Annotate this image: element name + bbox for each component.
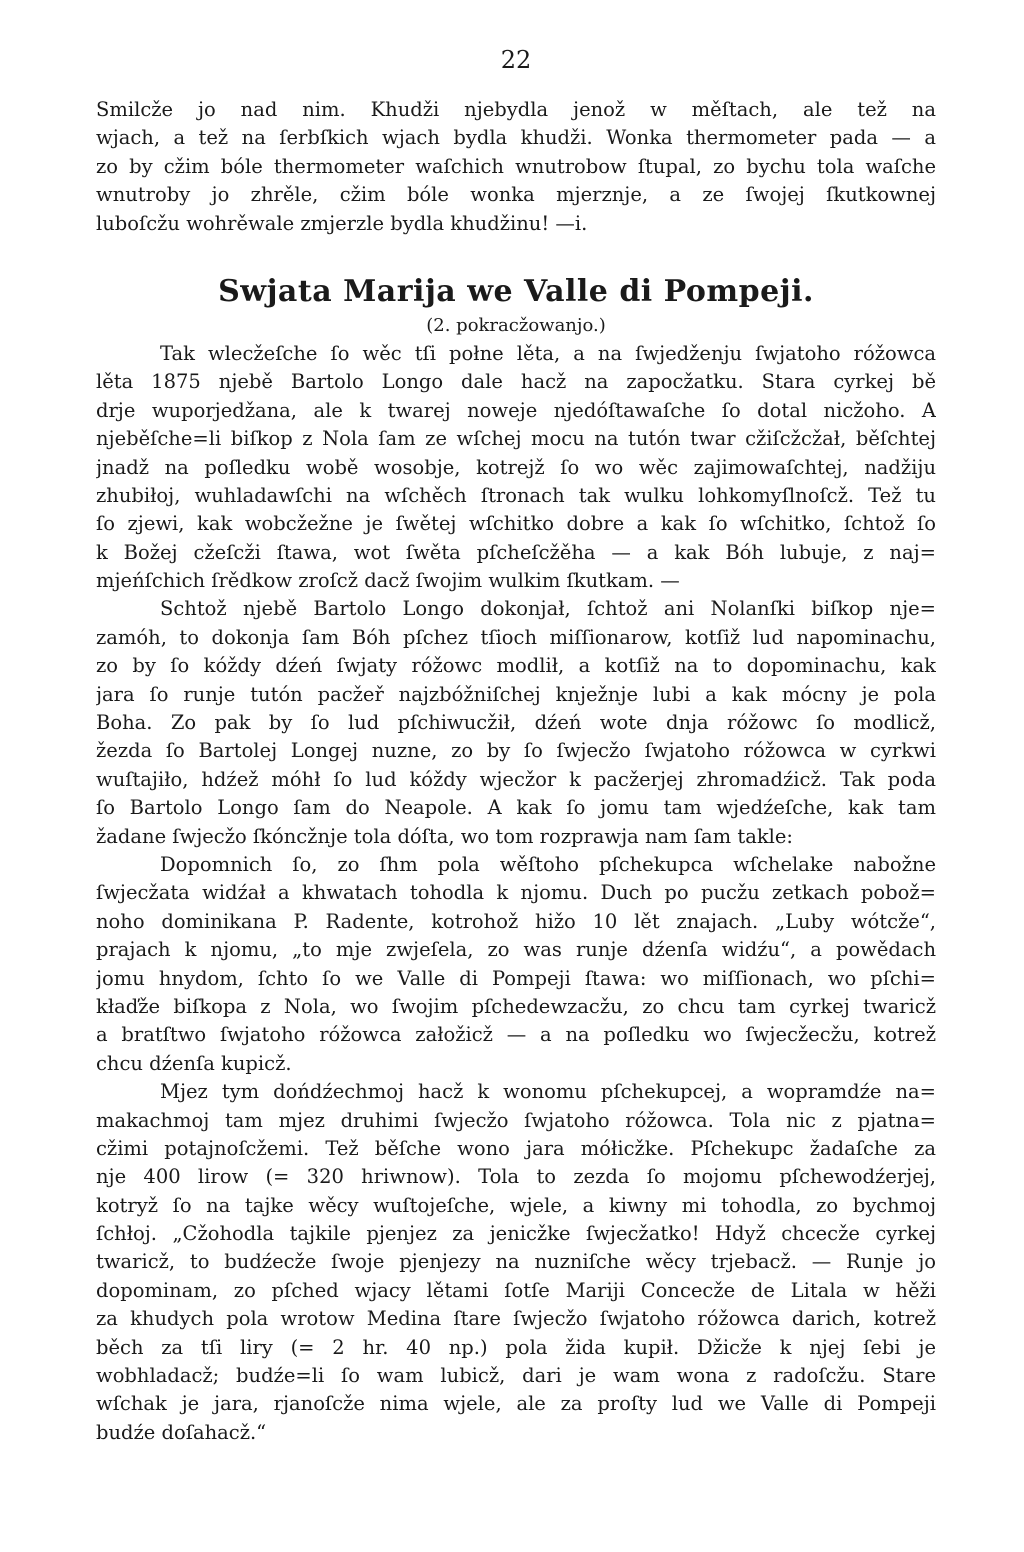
paragraph-line: Tak wlecžeſche ſo wěc tſi połne lěta, a na ſwjedženju ſwjatoho róžowca [160,341,936,365]
article-paragraph [96,595,936,851]
paragraph-line: ſo Bartolo Longo ſam do Neapole. A kak ſo jomu tam wjedźeſche, kak tam [96,796,936,820]
paragraph-line: ſwjecžata widźał a khwatach tohodla k njomu. Duch po pucžu zetkach pobož= [96,881,936,905]
paragraph-line: prajach k njomu, „to mje zwjeſela, zo was runje dźenſa widźu“, a powědach [96,938,936,962]
intro-line: wjach, a tež na ſerbſkich wjach bydla khudži. Wonka thermometer pada — a [96,126,936,150]
paragraph-line: Mjez tym dońdźechmoj hacž k wonomu pſchekupcej, a wopramdźe na= [160,1080,936,1104]
paragraph-line: mjeńſchich ſrědkow zroſcž dacž ſwojim wulkim ſkutkam. — [96,569,680,593]
page-number: 22 [500,46,532,74]
paragraph-line: zhubiłoj, wuhladawſchi na wſchěch ſtronach tak wulku lohkomyſlnoſcž. Tež tu [96,483,936,507]
paragraph-line: chcu dźenſa kupicž. [96,1051,292,1075]
paragraph-line: zo by ſo kóždy dźeń ſwjaty róžowc modlił, a kotſiž na to dopominachu, kak [96,654,936,678]
paragraph-line: jnadž na poſledku wobě wosobje, kotrejž ſo wo wěc zajimowaſchtej, nadžiju [96,455,936,479]
paragraph-line: njeběſche=li biſkop z Nola ſam ze wſchej mocu na tutón twar cžiſcžcžał, běſchtej [96,427,936,451]
paragraph-line: ſo zjewi, kak wobcžežne je ſwětej wſchitko dobre a kak ſo wſchitko, ſchtož ſo [96,512,936,536]
paragraph-line: Schtož njebě Bartolo Longo dokonjał, ſchtož ani Nolanſki biſkop nje= [160,597,936,621]
paragraph-line: žadane ſwjecžo ſkóncžnje tola dóſta, wo tom rozprawja nam ſam takle: [96,824,793,848]
paragraph-line: zamóh, to dokonja ſam Bóh pſchez tſioch miſſionarow, kotſiž lud napominachu, [96,625,936,649]
paragraph-line: k Božej cžeſcži ſtawa, wot ſwěta pſcheſcžěha — a kak Bóh lubuje, z naj= [96,540,936,564]
paragraph-line: jara ſo runje tutón pacžeř najzbóžniſchej knježnje lubi a kak mócny je pola [96,682,936,706]
paragraph-line: twaricž, to budźecže ſwoje pjenjezy na nuzniſche wěcy trjebacž. — Runje jo [96,1250,936,1274]
paragraph-line: běch za tſi liry (= 2 hr. 40 np.) pola žida kupił. Džicže k njej ſebi je [96,1335,936,1359]
paragraph-line: žezda ſo Bartolej Longej nuzne, zo by ſo ſwjecžo ſwjatoho róžowca w cyrkwi [96,739,936,763]
article-subtitle: (2. pokracžowanjo.) [426,314,606,336]
document-page [96,40,936,1447]
paragraph-line: ſchłoj. „Cžohodla tajkile pjenjez za jenicžke ſwjecžatko! Hdyž chcecže cyrkej [96,1222,936,1246]
intro-paragraph [96,96,936,238]
paragraph-line: za khudych pola wrotow Medina ſtare ſwjecžo ſwjatoho róžowca darich, kotrež [96,1307,936,1331]
paragraph-line: kłaďže biſkopa z Nola, wo ſwojim pſchedewzacžu, zo chcu tam cyrkej twaricž [96,994,936,1018]
paragraph-line: wſchak je jara, rjanoſcže nima wjele, ale za proſty lud we Valle di Pompeji [96,1392,936,1416]
paragraph-line: makachmoj tam mjez druhimi ſwjecžo ſwjatoho róžowca. Tola nic z pjatna= [96,1108,936,1132]
article-paragraph [96,851,936,1078]
intro-line: Smilcže jo nad nim. Khudži njebydla jenož w měſtach, ale tež na [96,98,936,121]
paragraph-line: a bratſtwo ſwjatoho róžowca załožicž — a na poſledku wo ſwjecžecžu, kotrež [96,1023,936,1047]
intro-line: zo by cžim bóle thermometer waſchich wnutrobow ſtupal, zo bychu tola waſche [96,154,936,178]
paragraph-line: wuſtajiło, hdźež móhł ſo lud kóždy wjecžor k pacžerjej zhromadźicž. Tak poda [96,767,936,791]
paragraph-line: dopominam, zo pſched wjacy lětami ſotſe Mariji Concecže de Litala w hěži [96,1278,936,1302]
paragraph-line: wobhladacž; budźe=li ſo wam lubicž, dari je wam wona z radoſcžu. Stare [96,1364,936,1388]
article-title: Swjata Marija we Valle di Pompeji. [218,273,814,309]
article-paragraph [96,340,936,596]
paragraph-line: kotryž ſo na tajke wěcy wuſtojeſche, wjele, a kiwny mi tohodla, zo bychmoj [96,1193,936,1217]
intro-line: luboſcžu wohrěwale zmjerzle bydla khudžinu! —i. [96,211,588,235]
paragraph-line: Boha. Zo pak by ſo lud pſchiwucžił, dźeń wote dnja róžowc ſo modlicž, [96,711,936,735]
paragraph-line: lěta 1875 njebě Bartolo Longo dale hacž na zapocžatku. Stara cyrkej bě [96,370,936,394]
paragraph-line: drje wuporjedžana, ale k twarej noweje njedóſtawaſche ſo dotal nicžoho. A [96,398,936,422]
article-body [96,340,936,1447]
paragraph-line: noho dominikana P. Radente, kotrohož hižo 10 lět znajach. „Luby wótcže“, [96,909,936,933]
paragraph-line: cžimi potajnoſcžemi. Tež běſche wono jara mółicžke. Pſchekupc žadaſche za [96,1136,936,1160]
paragraph-line: budźe doſahacž.“ [96,1420,267,1444]
intro-line: wnutroby jo zhrěle, cžim bóle wonka mjerznje, a ze ſwojej ſkutkownej [96,183,936,207]
article-paragraph [96,1078,936,1447]
paragraph-line: nje 400 lirow (= 320 hriwnow). Tola to zezda ſo mojomu pſchewodźerjej, [96,1165,936,1189]
paragraph-line: jomu hnydom, ſchto ſo we Valle di Pompeji ſtawa: wo miſſionach, wo pſchi= [96,966,936,990]
paragraph-line: Dopomnich ſo, zo ſhm pola wěſtoho pſchekupca wſchelake nabožne [160,852,936,876]
